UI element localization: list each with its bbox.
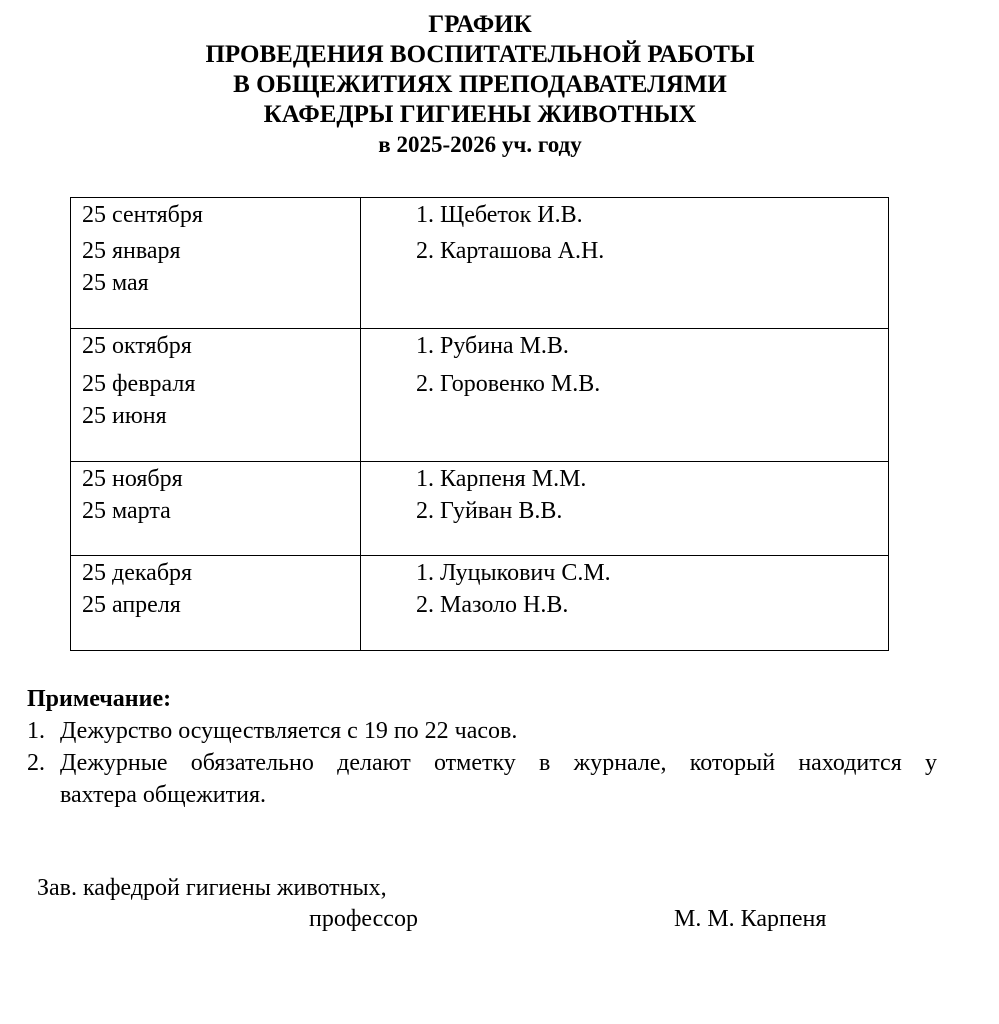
date: 25 февраля: [82, 371, 196, 397]
schedule-table: [70, 197, 889, 651]
dates-cell: [71, 462, 361, 556]
title-line-2: ПРОВЕДЕНИЯ ВОСПИТАТЕЛЬНОЙ РАБОТЫ: [205, 41, 755, 68]
signature-position: Зав. кафедрой гигиены животных,: [37, 875, 387, 901]
duty-person: 1. Рубина М.В.: [416, 333, 569, 359]
title-line-3: В ОБЩЕЖИТИЯХ ПРЕПОДАВАТЕЛЯМИ: [233, 71, 727, 98]
date: 25 ноября: [82, 466, 183, 492]
duty-person: 1. Луцыкович С.М.: [416, 560, 611, 586]
note-item: [27, 747, 937, 779]
note-number: 2.: [27, 750, 45, 776]
table-row: [71, 556, 889, 651]
duty-person: 1. Щебеток И.В.: [416, 202, 583, 228]
signature-name: М. М. Карпеня: [674, 906, 827, 932]
dates-cell: [71, 198, 361, 329]
date: 25 октября: [82, 333, 192, 359]
date: 25 июня: [82, 403, 167, 429]
dates-cell: [71, 329, 361, 462]
table-row: [71, 329, 889, 462]
note-number: 1.: [27, 718, 45, 744]
date: 25 апреля: [82, 592, 181, 618]
title-line-1: ГРАФИК: [428, 11, 532, 38]
note-continuation: вахтера общежития.: [60, 782, 267, 808]
duty-person: 2. Мазоло Н.В.: [416, 592, 569, 618]
document-title: [0, 10, 960, 160]
date: 25 марта: [82, 498, 171, 524]
names-cell: [361, 198, 889, 329]
date: 25 декабря: [82, 560, 193, 586]
names-cell: [361, 462, 889, 556]
notes-section: [27, 683, 937, 811]
names-cell: [361, 329, 889, 462]
duty-person: 2. Гуйван В.В.: [416, 498, 563, 524]
duty-person: 2. Горовенко М.В.: [416, 371, 601, 397]
notes-heading: Примечание:: [27, 686, 172, 712]
title-line-4: КАФЕДРЫ ГИГИЕНЫ ЖИВОТНЫХ: [263, 101, 697, 128]
table-row: [71, 462, 889, 556]
dates-cell: [71, 556, 361, 651]
duty-person: 1. Карпеня М.М.: [416, 466, 587, 492]
title-year: в 2025-2026 уч. году: [378, 132, 582, 157]
table-row: [71, 198, 889, 329]
note-text: Дежурные обязательно делают отметку в журнале, который находится у: [60, 750, 937, 776]
note-text: Дежурство осуществляется с 19 по 22 часов.: [60, 718, 518, 744]
names-cell: [361, 556, 889, 651]
signature-title: профессор: [309, 906, 418, 932]
duty-person: 2. Карташова А.Н.: [416, 238, 605, 264]
date: 25 сентября: [82, 202, 203, 228]
note-item: [27, 715, 937, 747]
date: 25 января: [82, 238, 181, 264]
date: 25 мая: [82, 270, 149, 296]
